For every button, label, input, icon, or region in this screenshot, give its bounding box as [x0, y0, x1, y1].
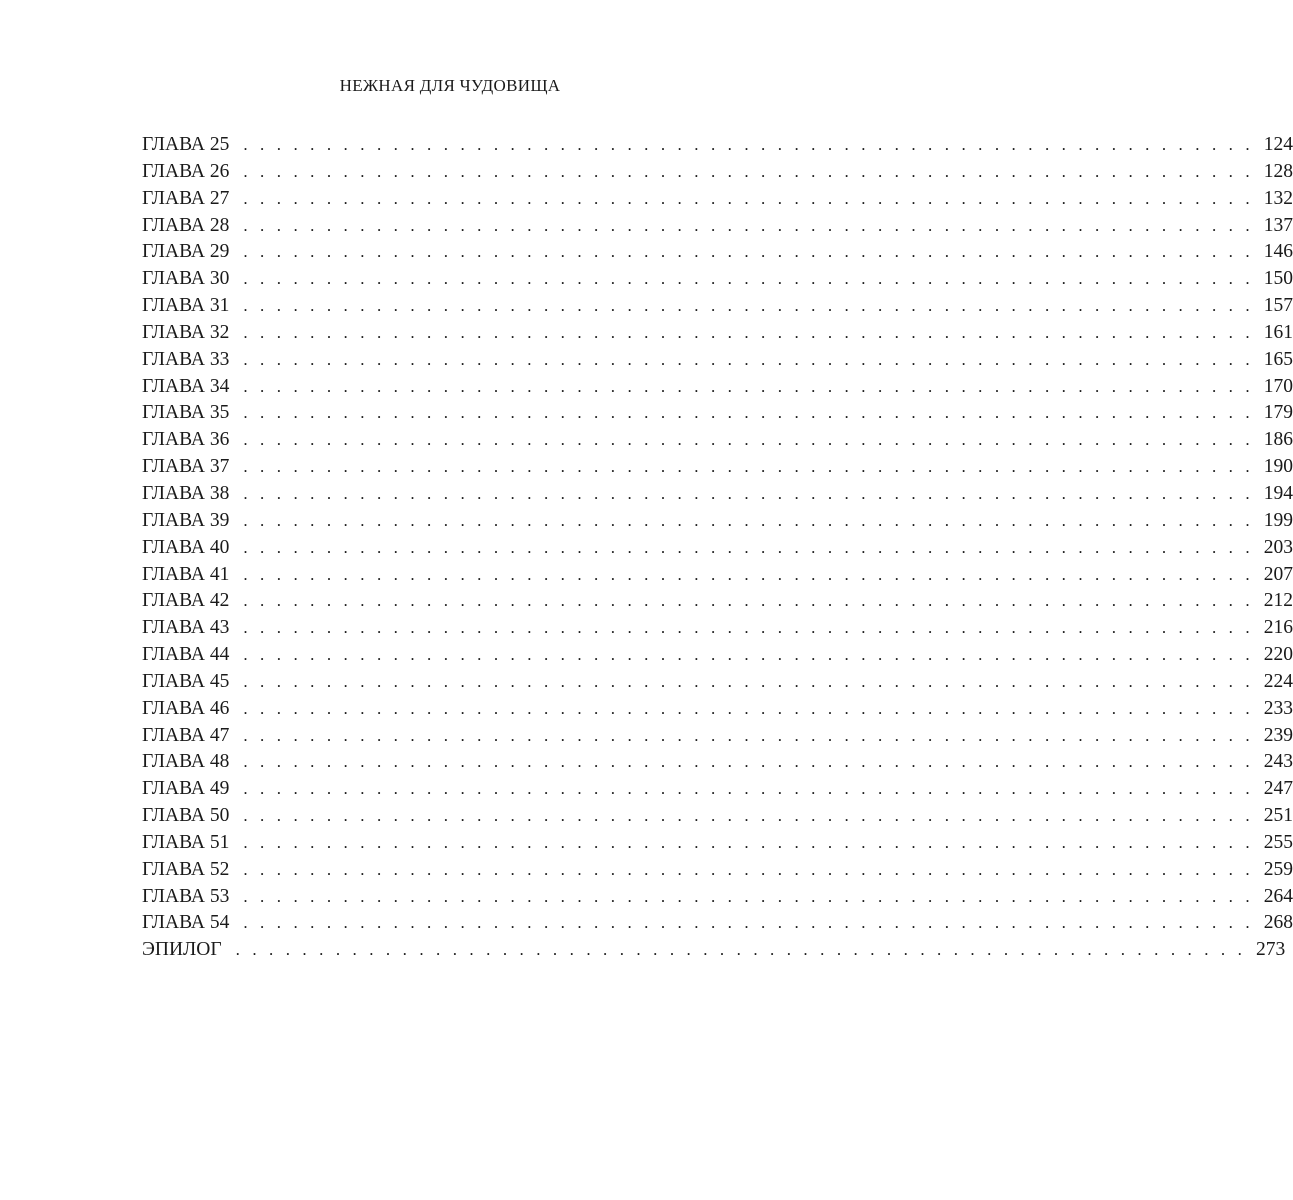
toc-entry-title: ГЛАВА 28: [142, 214, 230, 236]
toc-entry-4[interactable]: [142, 213, 1293, 240]
toc-entry-title: ГЛАВА 53: [142, 885, 230, 907]
toc-entry-2[interactable]: [142, 159, 1293, 186]
toc-entry-25[interactable]: [142, 776, 1293, 803]
toc-entry-12[interactable]: [142, 427, 1293, 454]
toc-entry-page: 212: [1263, 590, 1293, 612]
toc-entry-title: ГЛАВА 44: [142, 644, 230, 666]
toc-entry-5[interactable]: [142, 239, 1293, 266]
toc-entry-title: ГЛАВА 41: [142, 563, 230, 585]
dot-leader: . . . . . . . . . . . . . . . . . . . . . . . . . . . . . . . . . . . . . . . . . . . . . . . . . . . . . . . . . . . . .: [243, 671, 1254, 691]
toc-entry-title: ГЛАВА 48: [142, 751, 230, 773]
toc-entry-page: 233: [1263, 697, 1293, 719]
toc-entry-22[interactable]: [142, 696, 1293, 723]
toc-entry-page: 247: [1263, 778, 1293, 800]
toc-entry-page: 128: [1263, 160, 1293, 182]
toc-entry-page: 194: [1263, 482, 1293, 504]
toc-entry-24[interactable]: [142, 749, 1293, 776]
dot-leader: . . . . . . . . . . . . . . . . . . . . . . . . . . . . . . . . . . . . . . . . . . . . . . . . . . . . . . . . . . . . .: [243, 403, 1254, 423]
toc-entry-title: ГЛАВА 47: [142, 724, 230, 746]
dot-leader: . . . . . . . . . . . . . . . . . . . . . . . . . . . . . . . . . . . . . . . . . . . . . . . . . . . . . . . . . . . . .: [243, 859, 1254, 879]
toc-entry-page: 161: [1263, 321, 1293, 343]
toc-entry-9[interactable]: [142, 347, 1293, 374]
toc-entry-title: ГЛАВА 31: [142, 295, 230, 317]
dot-leader: . . . . . . . . . . . . . . . . . . . . . . . . . . . . . . . . . . . . . . . . . . . . . . . . . . . . . . . . . . . . .: [243, 591, 1254, 611]
toc-entry-30[interactable]: [142, 910, 1293, 937]
toc-entry-26[interactable]: [142, 803, 1293, 830]
dot-leader: . . . . . . . . . . . . . . . . . . . . . . . . . . . . . . . . . . . . . . . . . . . . . . . . . . . . . . . . . . . . .: [243, 564, 1254, 584]
toc-entry-title: ГЛАВА 43: [142, 617, 230, 639]
dot-leader: . . . . . . . . . . . . . . . . . . . . . . . . . . . . . . . . . . . . . . . . . . . . . . . . . . . . . . . . . . . . .: [243, 510, 1254, 530]
dot-leader: . . . . . . . . . . . . . . . . . . . . . . . . . . . . . . . . . . . . . . . . . . . . . . . . . . . . . . . . . . . . .: [243, 188, 1254, 208]
toc-entry-7[interactable]: [142, 293, 1293, 320]
toc-entry-28[interactable]: [142, 857, 1293, 884]
toc-entry-page: 264: [1263, 885, 1293, 907]
toc-entry-page: 243: [1263, 751, 1293, 773]
toc-entry-page: 273: [1255, 939, 1286, 961]
dot-leader: . . . . . . . . . . . . . . . . . . . . . . . . . . . . . . . . . . . . . . . . . . . . . . . . . . . . . . . . . . . . .: [243, 349, 1254, 369]
dot-leader: . . . . . . . . . . . . . . . . . . . . . . . . . . . . . . . . . . . . . . . . . . . . . . . . . . . . . . . . . . . . .: [243, 779, 1254, 799]
toc-entry-title: ГЛАВА 35: [142, 402, 230, 424]
dot-leader: . . . . . . . . . . . . . . . . . . . . . . . . . . . . . . . . . . . . . . . . . . . . . . . . . . . . . . . . . . . . .: [243, 430, 1254, 450]
toc-entry-title: ГЛАВА 25: [142, 134, 230, 155]
dot-leader: . . . . . . . . . . . . . . . . . . . . . . . . . . . . . . . . . . . . . . . . . . . . . . . . . . . . . . . . . . . . .: [243, 537, 1254, 557]
dot-leader: . . . . . . . . . . . . . . . . . . . . . . . . . . . . . . . . . . . . . . . . . . . . . . . . . . . . . . . . . . . . .: [243, 215, 1254, 235]
toc-entry-title: ГЛАВА 52: [142, 858, 230, 880]
toc-entry-27[interactable]: [142, 830, 1293, 857]
toc-entry-page: 132: [1263, 187, 1293, 209]
toc-entry-title: ГЛАВА 51: [142, 831, 230, 853]
toc-entry-title: ГЛАВА 45: [142, 670, 230, 692]
toc-entry-page: 165: [1263, 348, 1293, 370]
toc-entry-page: 190: [1263, 456, 1293, 478]
toc-entry-title: ГЛАВА 50: [142, 805, 230, 827]
dot-leader: . . . . . . . . . . . . . . . . . . . . . . . . . . . . . . . . . . . . . . . . . . . . . . . . . . . . . . . . . . . . .: [243, 645, 1254, 665]
dot-leader: . . . . . . . . . . . . . . . . . . . . . . . . . . . . . . . . . . . . . . . . . . . . . . . . . . . . . . . . . . . . .: [243, 322, 1254, 342]
toc-entry-page: 259: [1263, 858, 1293, 880]
table-of-contents: [142, 132, 1293, 964]
toc-entry-title: ГЛАВА 49: [142, 778, 230, 800]
dot-leader: . . . . . . . . . . . . . . . . . . . . . . . . . . . . . . . . . . . . . . . . . . . . . . . . . . . . . . . . . . . . .: [243, 135, 1254, 154]
toc-entry-title: ГЛАВА 38: [142, 482, 230, 504]
toc-entry-20[interactable]: [142, 642, 1293, 669]
toc-entry-title: ГЛАВА 30: [142, 268, 230, 290]
toc-entry-11[interactable]: [142, 400, 1293, 427]
toc-entry-page: 255: [1263, 831, 1293, 853]
dot-leader: . . . . . . . . . . . . . . . . . . . . . . . . . . . . . . . . . . . . . . . . . . . . . . . . . . . . . . . . . . . . .: [243, 913, 1254, 933]
toc-entry-page: 186: [1263, 429, 1293, 451]
toc-entry-10[interactable]: [142, 374, 1293, 401]
toc-entry-title: ГЛАВА 42: [142, 590, 230, 612]
toc-entry-14[interactable]: [142, 481, 1293, 508]
toc-entry-17[interactable]: [142, 562, 1293, 589]
toc-entry-page: 203: [1263, 536, 1293, 558]
dot-leader: . . . . . . . . . . . . . . . . . . . . . . . . . . . . . . . . . . . . . . . . . . . . . . . . . . . . . . . . . . . . .: [243, 242, 1254, 262]
toc-entry-title: ГЛАВА 29: [142, 241, 230, 263]
dot-leader: . . . . . . . . . . . . . . . . . . . . . . . . . . . . . . . . . . . . . . . . . . . . . . . . . . . . . . . . . . . . .: [243, 832, 1254, 852]
toc-entry-title: ГЛАВА 32: [142, 321, 230, 343]
toc-entry-29[interactable]: [142, 884, 1293, 911]
dot-leader: . . . . . . . . . . . . . . . . . . . . . . . . . . . . . . . . . . . . . . . . . . . . . . . . . . . . . . . . . . . . .: [235, 940, 1246, 960]
running-header: НЕЖНАЯ ДЛЯ ЧУДОВИЩА: [339, 76, 561, 95]
toc-entry-page: 150: [1263, 268, 1293, 290]
toc-entry-13[interactable]: [142, 454, 1293, 481]
dot-leader: . . . . . . . . . . . . . . . . . . . . . . . . . . . . . . . . . . . . . . . . . . . . . . . . . . . . . . . . . . . . .: [243, 886, 1254, 906]
dot-leader: . . . . . . . . . . . . . . . . . . . . . . . . . . . . . . . . . . . . . . . . . . . . . . . . . . . . . . . . . . . . .: [243, 376, 1254, 396]
toc-entry-title: ГЛАВА 27: [142, 187, 230, 209]
toc-entry-6[interactable]: [142, 266, 1293, 293]
toc-entry-page: 170: [1263, 375, 1293, 397]
dot-leader: . . . . . . . . . . . . . . . . . . . . . . . . . . . . . . . . . . . . . . . . . . . . . . . . . . . . . . . . . . . . .: [243, 269, 1254, 289]
toc-entry-page: 179: [1263, 402, 1293, 424]
toc-entry-21[interactable]: [142, 669, 1293, 696]
toc-entry-title: ГЛАВА 46: [142, 697, 230, 719]
toc-entry-page: 216: [1263, 617, 1293, 639]
toc-entry-title: ГЛАВА 40: [142, 536, 230, 558]
toc-entry-title: ГЛАВА 36: [142, 429, 230, 451]
toc-entry-epilogue[interactable]: [142, 937, 1286, 964]
dot-leader: . . . . . . . . . . . . . . . . . . . . . . . . . . . . . . . . . . . . . . . . . . . . . . . . . . . . . . . . . . . . .: [243, 698, 1254, 718]
dot-leader: . . . . . . . . . . . . . . . . . . . . . . . . . . . . . . . . . . . . . . . . . . . . . . . . . . . . . . . . . . . . .: [243, 296, 1254, 316]
dot-leader: . . . . . . . . . . . . . . . . . . . . . . . . . . . . . . . . . . . . . . . . . . . . . . . . . . . . . . . . . . . . .: [243, 618, 1254, 638]
dot-leader: . . . . . . . . . . . . . . . . . . . . . . . . . . . . . . . . . . . . . . . . . . . . . . . . . . . . . . . . . . . . .: [243, 161, 1254, 181]
toc-entry-title: ГЛАВА 39: [142, 509, 230, 531]
toc-entry-8[interactable]: [142, 320, 1293, 347]
toc-entry-19[interactable]: [142, 615, 1293, 642]
dot-leader: . . . . . . . . . . . . . . . . . . . . . . . . . . . . . . . . . . . . . . . . . . . . . . . . . . . . . . . . . . . . .: [243, 752, 1254, 772]
dot-leader: . . . . . . . . . . . . . . . . . . . . . . . . . . . . . . . . . . . . . . . . . . . . . . . . . . . . . . . . . . . . .: [243, 725, 1254, 745]
dot-leader: . . . . . . . . . . . . . . . . . . . . . . . . . . . . . . . . . . . . . . . . . . . . . . . . . . . . . . . . . . . . .: [243, 806, 1254, 826]
toc-entry-title: ЭПИЛОГ: [142, 939, 222, 961]
dot-leader: . . . . . . . . . . . . . . . . . . . . . . . . . . . . . . . . . . . . . . . . . . . . . . . . . . . . . . . . . . . . .: [243, 457, 1254, 477]
toc-entry-page: 224: [1263, 670, 1293, 692]
toc-entry-3[interactable]: [142, 186, 1293, 213]
toc-entry-15[interactable]: [142, 508, 1293, 535]
toc-entry-page: 239: [1263, 724, 1293, 746]
dot-leader: . . . . . . . . . . . . . . . . . . . . . . . . . . . . . . . . . . . . . . . . . . . . . . . . . . . . . . . . . . . . .: [243, 483, 1254, 503]
toc-entry-16[interactable]: [142, 535, 1293, 562]
toc-entry-page: 157: [1263, 295, 1293, 317]
toc-entry-page: 268: [1263, 912, 1293, 934]
toc-entry-title: ГЛАВА 37: [142, 456, 230, 478]
toc-entry-title: ГЛАВА 26: [142, 160, 230, 182]
toc-entry-page: 146: [1263, 241, 1293, 263]
toc-entry-page: 220: [1263, 644, 1293, 666]
toc-entry-23[interactable]: [142, 723, 1293, 750]
toc-entry-page: 207: [1263, 563, 1293, 585]
toc-entry-title: ГЛАВА 34: [142, 375, 230, 397]
toc-entry-page: 199: [1263, 509, 1293, 531]
toc-entry-page: 137: [1263, 214, 1293, 236]
toc-entry-page: 124: [1263, 134, 1293, 155]
toc-entry-title: ГЛАВА 33: [142, 348, 230, 370]
toc-entry-1[interactable]: [142, 132, 1293, 159]
toc-entry-18[interactable]: [142, 588, 1293, 615]
toc-entry-title: ГЛАВА 54: [142, 912, 230, 934]
toc-entry-page: 251: [1263, 805, 1293, 827]
